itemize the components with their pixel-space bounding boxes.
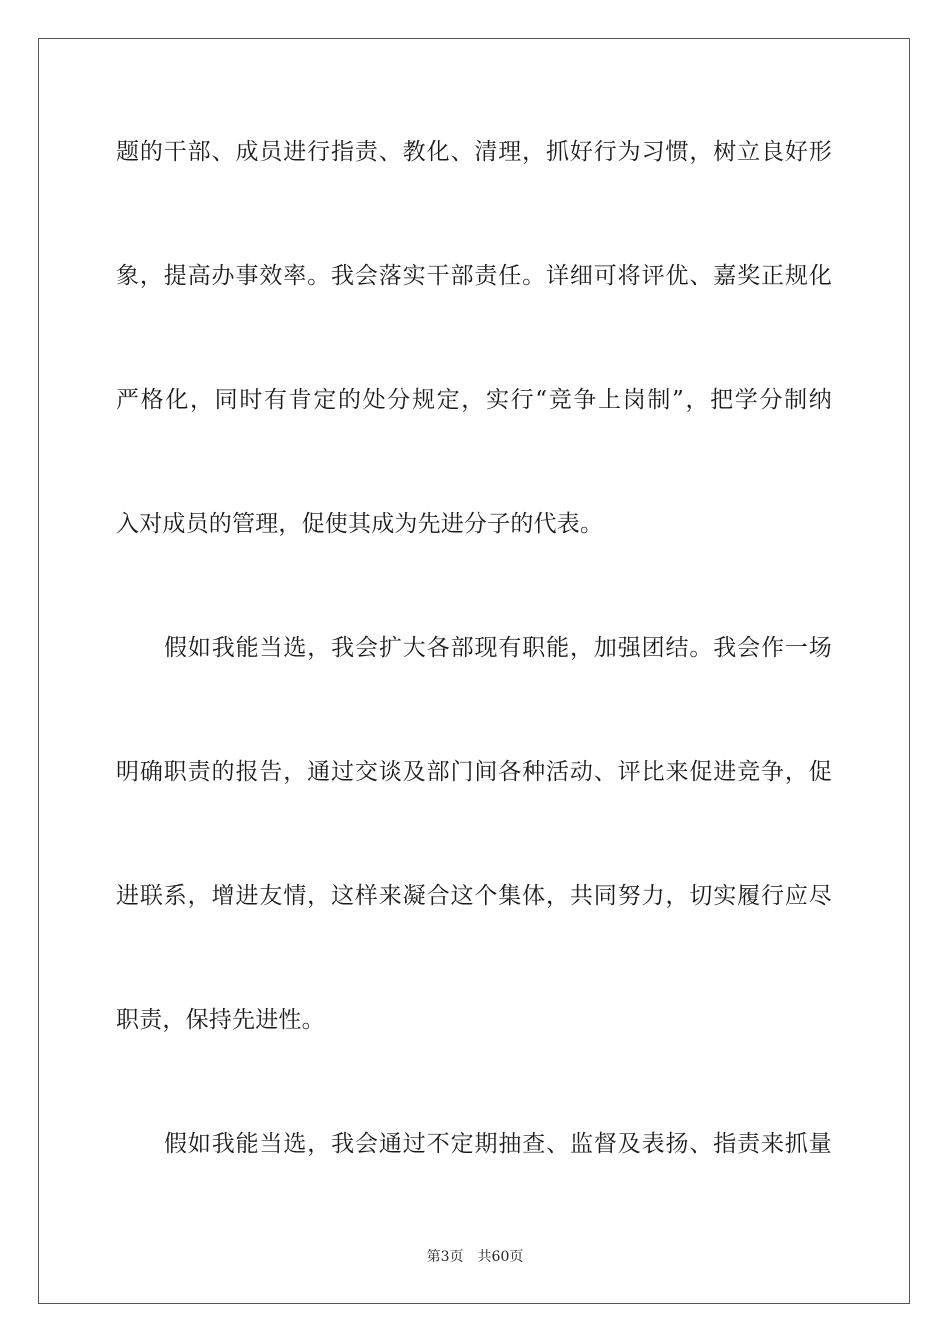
paragraph-first-line: 假如我能当选，我会通过不定期抽查、监督及表扬、指责来抓量 [164, 1131, 832, 1157]
text-line: 职责，保持先进性。 [116, 1007, 325, 1033]
page-footer [0, 1248, 950, 1266]
text-line: 题的干部、成员进行指责、教化、清理，抓好行为习惯，树立良好形 [116, 139, 832, 165]
text-line: 入对成员的管理，促使其成为先进分子的代表。 [116, 511, 604, 537]
text-line: 严格化，同时有肯定的处分规定，实行“竞争上岗制”，把学分制纳 [116, 387, 832, 413]
text-line: 象，提高办事效率。我会落实干部责任。详细可将评优、嘉奖正规化 [116, 263, 832, 289]
text-line: 进联系，增进友情，这样来凝合这个集体，共同努力，切实履行应尽 [116, 883, 832, 909]
page-border [38, 38, 910, 1304]
text-line: 明确职责的报告，通过交谈及部门间各种活动、评比来促进竞争，促 [116, 759, 832, 785]
page-total: 共60页 [477, 1249, 524, 1265]
page-number: 第3页 [426, 1249, 464, 1265]
paragraph-first-line: 假如我能当选，我会扩大各部现有职能，加强团结。我会作一场 [164, 635, 832, 661]
